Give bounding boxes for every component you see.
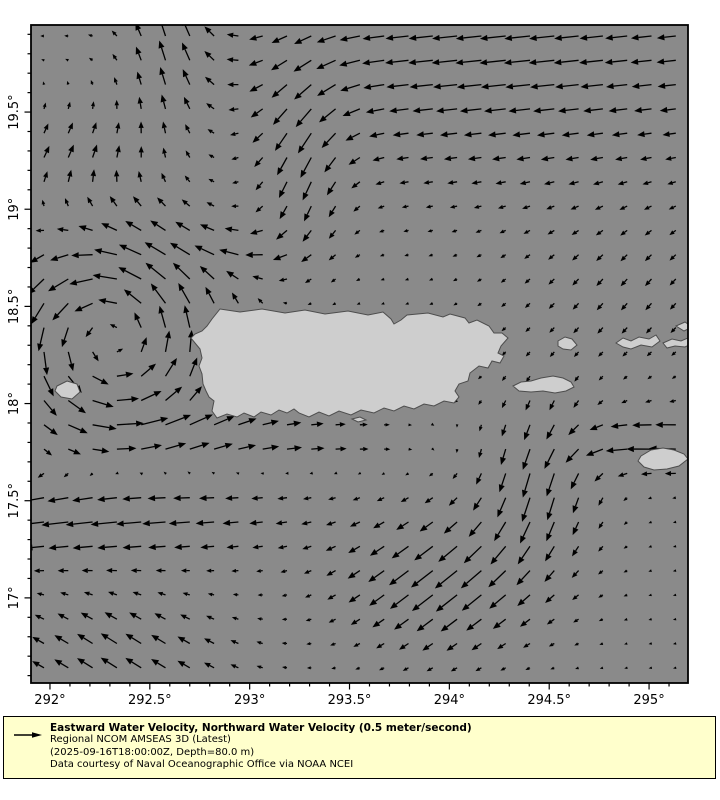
- y-tick-label: 19.5°: [7, 94, 22, 130]
- x-tick-label: 294.5°: [527, 693, 572, 708]
- y-axis-tick-labels: [7, 94, 22, 609]
- x-tick-label: 292.5°: [127, 693, 172, 708]
- x-tick-label: 292°: [34, 693, 66, 708]
- x-tick-label: 293°: [234, 693, 266, 708]
- legend-source-line: Regional NCOM AMSEAS 3D (Latest): [50, 734, 231, 746]
- x-tick-label: 294°: [433, 693, 466, 708]
- x-axis-tick-labels: [34, 693, 664, 708]
- reference-arrow-icon: [13, 728, 55, 742]
- y-tick-label: 17.5°: [7, 482, 22, 519]
- y-tick-label: 18.5°: [7, 288, 22, 325]
- y-tick-label: 19°: [7, 197, 22, 221]
- island-anegada: [697, 322, 712, 331]
- y-tick-label: 17°: [7, 586, 22, 610]
- x-tick-label: 293.5°: [327, 693, 372, 708]
- legend-time-depth-line: (2025-09-16T18:00:00Z, Depth=80.0 m): [50, 746, 255, 758]
- legend-title: Eastward Water Velocity, Northward Water Velocity (0.5 meter/second): [50, 722, 472, 734]
- x-tick-label: 295°: [633, 693, 665, 708]
- y-tick-label: 18°: [7, 392, 22, 416]
- legend-credit-line: Data courtesy of Naval Oceanographic Office via NOAA NCEI: [50, 759, 354, 771]
- legend-box: [3, 716, 716, 779]
